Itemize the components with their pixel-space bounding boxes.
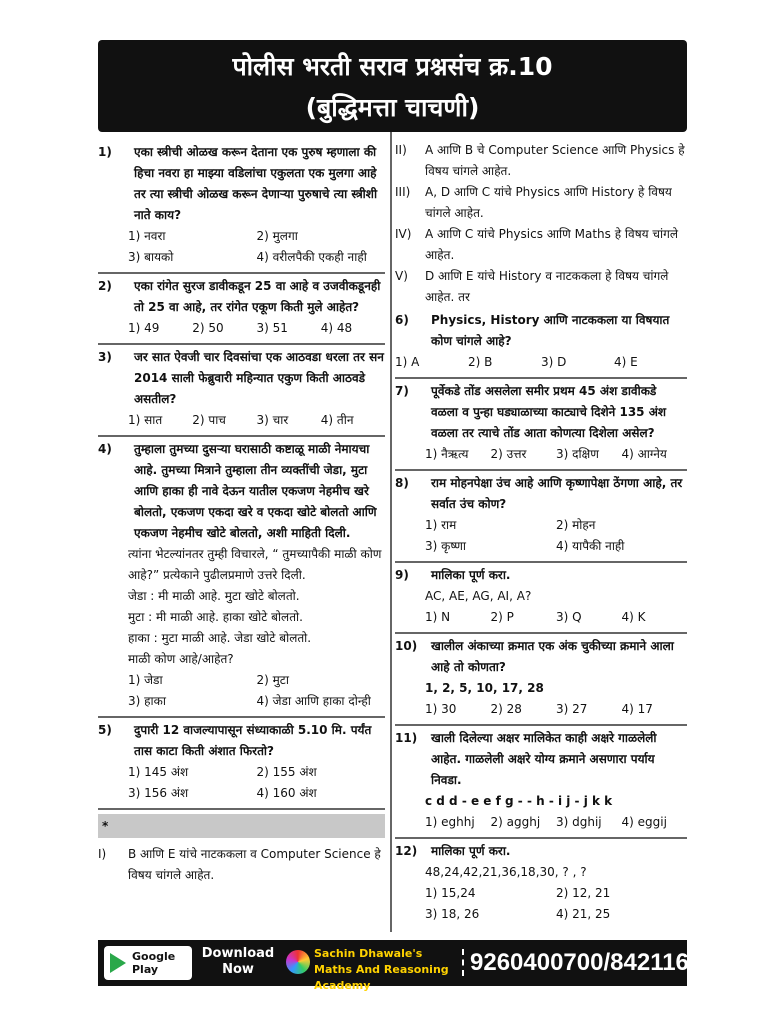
academy-logo-icon [286,950,310,974]
question-line: त्यांना भेटल्यांनतर तुम्ही विचारले, “ तुमच्यापैकी माळी कोण आहे?” प्रत्येकाने पुढीलप्रमाणे उत्तरे दिली. [128,547,382,582]
option: 3) dghij [556,815,602,829]
option: 3) 51 [256,321,288,335]
question-text: खाली दिलेल्या अक्षर मालिकेत काही अक्षरे गाळलेली आहेत. गाळलेली अक्षरे योग्य क्रमाने असणारा पर्याय निवडा. [431,731,657,787]
option: 1) नैऋत्य [425,447,469,461]
question-number: 4) [98,442,112,456]
question-text: पूर्वेकडे तोंड असलेला समीर प्रथम 45 अंश डावीकडे वळला व पुन्हा घड्याळाच्या काट्याचे दिशेने 135 अंश वळला तर त्याचे तोंड आता कोणत्या दिशेला असेल? [431,384,667,440]
question-12 [395,839,687,929]
question-line: हाका : मुटा माळी आहे. जेडा खोटे बोलतो. [128,631,312,645]
option: 1) जेडा [128,673,163,687]
statement-text: D आणि E यांचे History व नाटककला हे विषय चांगले आहेत. तर [425,269,669,304]
option: 2) B [468,355,493,369]
question-text: राम मोहनपेक्षा उंच आहे आणि कृष्णापेक्षा ठेंगणा आहे, तर सर्वात उंच कोण? [431,476,683,511]
option: 3) दक्षिण [556,447,599,461]
option: 2) मोहन [556,518,596,532]
option: 1) राम [425,518,457,532]
option: 3) 156 अंश [128,786,189,800]
question-5 [98,718,385,810]
option: 4) 21, 25 [556,907,611,921]
statement-number: IV) [395,227,412,241]
option: 2) 28 [490,702,522,716]
question-number: 12) [395,844,418,858]
question-text: जर सात ऐवजी चार दिवसांचा एक आठवडा धरला तर सन 2014 साली फेब्रुवारी महिन्यात एकुण किती आठवडे असतील? [134,350,384,406]
option: 4) E [614,355,638,369]
page-title: पोलीस भरती सराव प्रश्नसंच क्र.10 [232,52,553,81]
option: 1) 30 [425,702,457,716]
question-9 [395,563,687,634]
phone-numbers [462,946,743,980]
option: 2) agghj [490,815,541,829]
question-text: दुपारी 12 वाजल्यापासून संध्याकाळी 5.10 मि. पर्यंत तास काटा किती अंशात फिरतो? [134,723,372,758]
question-8 [395,471,687,563]
statement-text: B आणि E यांचे नाटककला व Computer Science हे विषय चांगले आहेत. [128,847,381,882]
statement-number: I) [98,847,107,861]
section-marker: * [98,814,385,838]
question-number: 10) [395,639,418,653]
question-10 [395,634,687,726]
series: 48,24,42,21,36,18,30, ? , ? [425,865,587,879]
series: AC, AE, AG, AI, A? [425,589,532,603]
statement-2 [395,140,687,182]
question-number: 5) [98,723,112,737]
option: 1) eghhj [425,815,475,829]
question-3 [98,345,385,437]
question-number: 7) [395,384,409,398]
option: 3) हाका [128,694,166,708]
question-2 [98,274,385,345]
column-divider [390,132,392,932]
option: 4) 17 [621,702,653,716]
option: 1) N [425,610,451,624]
academy-name: Sachin Dhawale's Maths And Reasoning Academy [314,947,449,992]
statement-text: A, D आणि C यांचे Physics आणि History हे विषय चांगले आहेत. [425,185,672,220]
option: 2) 50 [192,321,224,335]
option: 2) मुलगा [256,229,298,243]
question-line: मुटा : मी माळी आहे. हाका खोटे बोलतो. [128,610,303,624]
page-header [98,40,687,132]
question-7 [395,379,687,471]
option: 3) Q [556,610,582,624]
statement-text: A आणि C यांचे Physics आणि Maths हे विषय चांगले आहेत. [425,227,679,262]
option: 2) पाच [192,413,226,427]
option: 3) कृष्णा [425,539,466,553]
option: 4) आग्नेय [621,447,667,461]
series: 1, 2, 5, 10, 17, 28 [425,681,544,695]
question-11 [395,726,687,839]
option: 2) उत्तर [490,447,527,461]
question-text: तुम्हाला तुमच्या दुसऱ्या घरासाठी कष्टाळू माळी नेमायचा आहे. तुमच्या मित्राने तुम्हाला तीन व्यक्तींची जेडा, मुटा आणि हाका ही नावे देऊन यातील एकजण नेहमीच खरे बोलतो, एकजण एकदा खरे व एकदा खोटे बोलतो आणि एकजण नेहमीच खोटे बोलतो, अशी माहिती दिली. [134,442,377,540]
question-number: 9) [395,568,409,582]
option: 1) 49 [128,321,160,335]
phone-text: 9260400700/8421160703 [470,949,743,976]
question-text: मालिका पूर्ण करा. [431,844,511,858]
option: 4) यापैकी नाही [556,539,625,553]
option: 4) 48 [320,321,353,335]
option: 3) 18, 26 [425,907,480,921]
option: 2) 12, 21 [556,886,611,900]
question-number: 3) [98,350,112,364]
option: 2) मुटा [256,673,289,687]
option: 4) eggij [621,815,667,829]
option: 3) 27 [556,702,588,716]
option: 4) K [621,610,646,624]
option: 1) नवरा [128,229,166,243]
question-text: खालील अंकाच्या क्रमात एक अंक चुकीच्या क्रमाने आला आहे तो कोणता? [431,639,674,674]
question-number: 11) [395,731,418,745]
question-number: 2) [98,279,112,293]
option: 4) तीन [320,413,354,427]
statement-number: V) [395,269,408,283]
option: 1) 145 अंश [128,765,189,779]
option: 3) D [541,355,567,369]
right-column [395,140,687,929]
question-line: माळी कोण आहे/आहेत? [128,652,234,666]
statement-1 [98,844,385,886]
statement-number: III) [395,185,411,199]
option: 4) वरीलपैकी एकही नाही [256,250,367,264]
statement-number: II) [395,143,407,157]
question-text: मालिका पूर्ण करा. [431,568,511,582]
option: 1) 15,24 [425,886,476,900]
question-number: 8) [395,476,409,490]
download-now-link[interactable]: Download Now [201,946,275,977]
option: 3) चार [256,413,289,427]
store-label: Google Play [132,950,176,976]
series: c d d - e e f g - - h - i j - j k k [425,794,613,808]
play-store-icon [110,953,126,973]
page-subtitle: (बुद्धिमत्ता चाचणी) [305,93,480,122]
question-line: जेडा : मी माळी आहे. मुटा खोटे बोलतो. [128,589,300,603]
statement-text: A आणि B चे Computer Science आणि Physics हे विषय चांगले आहेत. [425,143,685,178]
statement-3 [395,182,687,224]
question-6 [395,308,687,379]
statement-5 [395,266,687,308]
option: 4) 160 अंश [256,786,317,800]
option: 1) A [395,355,420,369]
option: 4) जेडा आणि हाका दोन्ही [256,694,371,708]
statement-4 [395,224,687,266]
question-text: एका रांगेत सुरज डावीकडून 25 वा आहे व उजवीकडूनही तो 25 वा आहे, तर रांगेत एकूण किती मुले आहेत? [134,279,381,314]
left-column [98,140,385,886]
question-number: 1) [98,145,112,159]
footer-banner [98,940,743,992]
google-play-badge[interactable] [104,946,192,980]
question-1 [98,140,385,274]
question-text: Physics, History आणि नाटककला या विषयात कोण चांगले आहे? [431,313,670,348]
option: 2) P [490,610,514,624]
question-4 [98,437,385,718]
question-number: 6) [395,313,409,327]
option: 3) बायको [128,250,174,264]
option: 2) 155 अंश [256,765,317,779]
option: 1) सात [128,413,163,427]
question-text: एका स्त्रीची ओळख करून देताना एक पुरुष म्हणाला की हिचा नवरा हा माझ्या वडिलांचा एकुलता एक मुलगा आहे तर त्या स्त्रीची ओळख करून देणाऱ्या पुरुषाचे त्या स्त्रीशी नाते काय? [134,145,378,222]
